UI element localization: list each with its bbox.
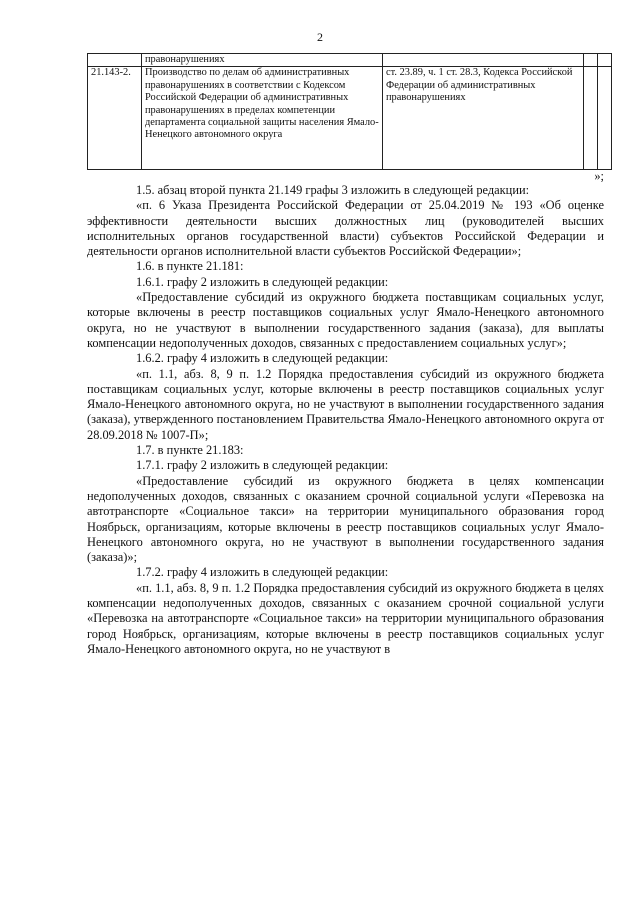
closing-quote-mark: »; [594, 169, 604, 183]
table-cell-extra [598, 54, 612, 67]
table-cell-number: 21.143-2. [88, 67, 142, 170]
paragraph: 1.5. абзац второй пункта 21.149 графы 3 изложить в следующей редакции: [136, 183, 530, 197]
table-cell-extra [584, 67, 598, 170]
paragraph: 1.7.2. графу 4 изложить в следующей редакции: [136, 565, 389, 580]
table-cell-name: Производство по делам об административных правонарушениях в соответствии с Кодексом Российской Федерации об административных правонарушениях в пределах компетенции департамента социальной защиты населения Ямало-Ненецкого автономного округа [142, 67, 383, 170]
paragraph: «п. 1.1, абз. 8, 9 п. 1.2 Порядка предоставления субсидий из окружного бюджета в целях компенсации недополученных доходов, связанных с оказанием срочной социальной услуги «Перевозка на автотранспорте «Социальное такси» на территории муниципального образования город Ноябрьск, организациям, которые включены в реестр поставщиков социальных услуг Ямало-Ненецкого автономного округа, но не участвуют в [87, 580, 604, 656]
body-text [87, 170, 604, 657]
table-cell-law [383, 54, 584, 67]
page-number: 2 [317, 30, 323, 44]
paragraph: «Предоставление субсидий из окружного бюджета поставщикам социальных услуг, которые включены в реестр поставщиков социальных услуг Ямало-Ненецкого автономного округа, но не участвуют в выполнении государственного задания (заказа), для выплаты компенсации недополученных доходов, связанных с предоставлением социальных услуг»; [87, 290, 604, 350]
paragraph: 1.6.2. графу 4 изложить в следующей редакции: [136, 351, 389, 366]
paragraph: 1.7. в пункте 21.183: [136, 443, 244, 458]
paragraph: «п. 1.1, абз. 8, 9 п. 1.2 Порядка предоставления субсидий из окружного бюджета поставщикам социальных услуг, которые включены в реестр поставщиков социальных услуг Ямало-Ненецкого автономного округа, но не участвуют в выполнении государственного задания (заказа), утвержденного постановлением Правительства Ямало-Ненецкого автономного округа от 28.09.2018 № 1007-П»; [87, 366, 604, 442]
paragraph: 1.6. в пункте 21.181: [136, 259, 244, 274]
classifier-table [87, 53, 612, 170]
paragraph: «п. 6 Указа Президента Российской Федерации от 25.04.2019 № 193 «Об оценке эффективности деятельности высших должностных лиц (руководителей высших исполнительных органов государственной власти) субъектов Российской Федерации и деятельности органов исполнительной власти субъектов Российской Федерации»; [87, 198, 604, 259]
paragraph: 1.7.1. графу 2 изложить в следующей редакции: [136, 458, 389, 473]
table-cell-law: ст. 23.89, ч. 1 ст. 28.3, Кодекса Российской Федерации об административных правонарушениях [383, 67, 584, 170]
paragraph: «Предоставление субсидий из окружного бюджета в целях компенсации недополученных доходов, связанных с оказанием срочной социальной услуги «Перевозка на автотранспорте «Социальное такси» на территории муниципального образования город Ноябрьск, организациям, которые включены в реестр поставщиков социальных услуг Ямало-Ненецкого автономного округа, но не участвуют в выполнении государственного задания (заказа)»; [87, 473, 604, 565]
table-cell-extra [598, 67, 612, 170]
table-row [88, 54, 612, 67]
table-cell-name: правонарушениях [142, 54, 383, 67]
table-cell-extra [584, 54, 598, 67]
table-row [88, 67, 612, 170]
paragraph: 1.6.1. графу 2 изложить в следующей редакции: [136, 274, 389, 289]
table-cell-number [88, 54, 142, 67]
